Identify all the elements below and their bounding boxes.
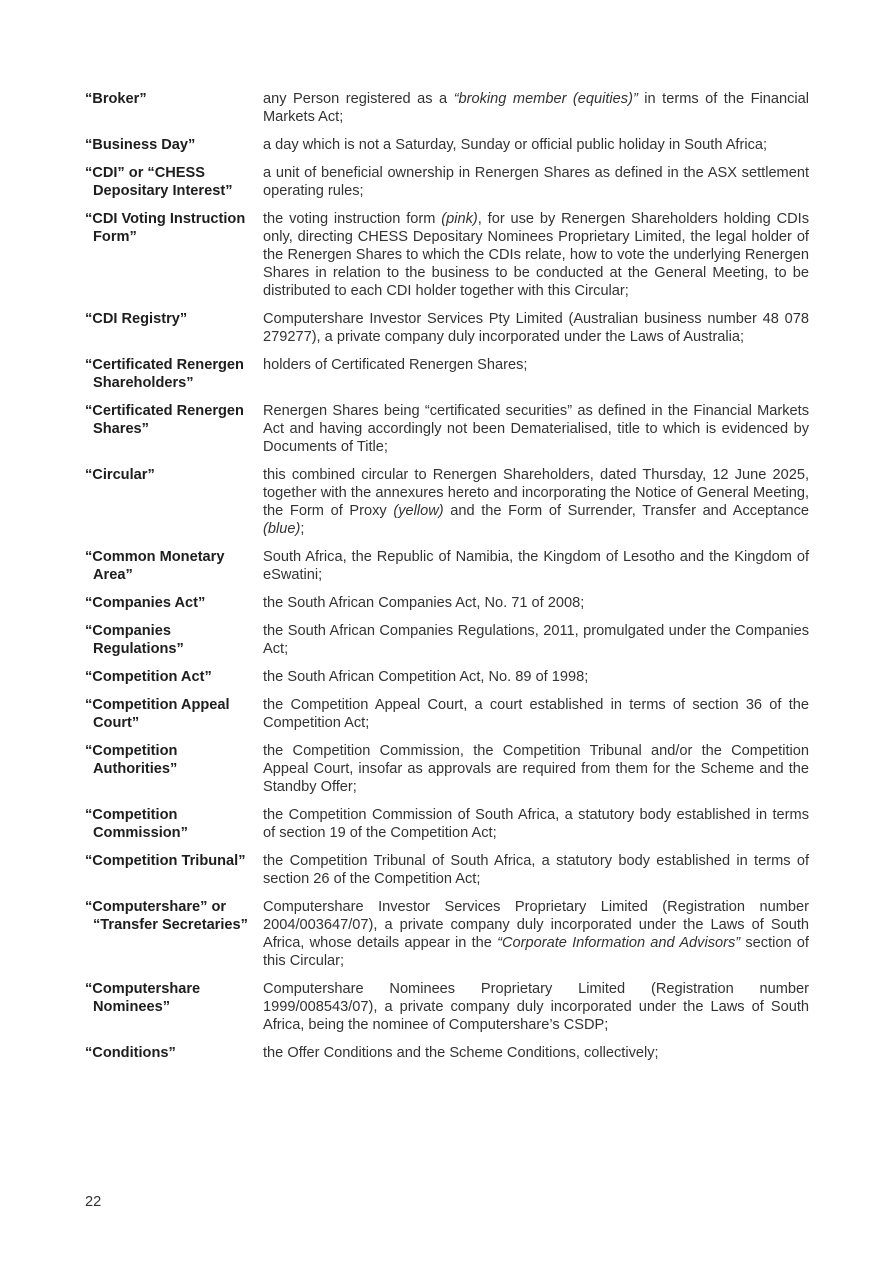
definition-row xyxy=(85,668,809,686)
definition-text xyxy=(263,806,809,842)
definition-text-segment: and the Form of Surrender, Transfer and Acceptance xyxy=(443,503,809,519)
definition-text-segment: Computershare Investor Services Proprietary Limited (Registration number 2004/003647/07), a private company duly incorporated under the Laws of South Africa, whose details appear in the xyxy=(263,899,809,951)
definition-text-segment: Computershare Investor Services Pty Limited (Australian business number 48 078 279277), a private company duly incorporated under the Laws of Australia; xyxy=(263,311,809,345)
definition-row xyxy=(85,898,809,970)
definition-text-segment: the South African Competition Act, No. 89 of 1998; xyxy=(263,669,589,685)
definition-text-segment: the Offer Conditions and the Scheme Conditions, collectively; xyxy=(263,1045,659,1061)
definition-term: “Certificated Renergen Shares” xyxy=(85,403,244,437)
definition-text-segment: Computershare Nominees Proprietary Limited (Registration number 1999/008543/07), a private company duly incorporated under the Laws of South Africa, being the nominee of Computershare’s CSDP; xyxy=(263,981,809,1033)
definition-text-italic: “Corporate Information and Advisors” xyxy=(497,935,741,951)
definition-text xyxy=(263,466,809,538)
definition-row xyxy=(85,356,809,392)
definition-text-segment: the South African Companies Act, No. 71 of 2008; xyxy=(263,595,585,611)
definition-term: “Broker” xyxy=(85,91,147,107)
definition-text-segment: section of this Circular; xyxy=(263,935,809,969)
definition-text xyxy=(263,310,809,346)
definition-row xyxy=(85,310,809,346)
definition-row xyxy=(85,136,809,154)
definition-term: “Common Monetary Area” xyxy=(85,549,225,583)
definition-text xyxy=(263,356,809,392)
definition-text-segment: any Person registered as a xyxy=(263,91,454,107)
definition-text xyxy=(263,90,809,126)
definition-term: “Computershare Nominees” xyxy=(85,981,201,1015)
definition-text xyxy=(263,548,809,584)
definition-row xyxy=(85,548,809,584)
definition-text-italic: (blue) xyxy=(263,521,301,537)
definition-row xyxy=(85,980,809,1034)
definition-text-segment: a unit of beneficial ownership in Renergen Shares as defined in the ASX settlement operating rules; xyxy=(263,165,809,199)
definition-text-segment: holders of Certificated Renergen Shares; xyxy=(263,357,528,373)
definition-term: “Companies Regulations” xyxy=(85,623,184,657)
definition-text xyxy=(263,164,809,200)
definition-term: “Certificated Renergen Shareholders” xyxy=(85,357,244,391)
definition-text-segment: in terms of the Financial Markets Act; xyxy=(263,91,809,125)
definition-text xyxy=(263,742,809,796)
definition-text xyxy=(263,594,809,612)
definition-text-segment: this combined circular to Renergen Shareholders, dated Thursday, 12 June 2025, together with the annexures hereto and incorporating the Notice of General Meeting, the Form of Proxy xyxy=(263,467,809,519)
definitions-list xyxy=(85,90,809,1072)
definition-row xyxy=(85,90,809,126)
definition-text xyxy=(263,622,809,658)
definition-term: “Competition Commission” xyxy=(85,807,188,841)
definition-text xyxy=(263,980,809,1034)
definition-text-segment: South Africa, the Republic of Namibia, the Kingdom of Lesotho and the Kingdom of eSwatini; xyxy=(263,549,809,583)
definition-term: “Competition Appeal Court” xyxy=(85,697,230,731)
definition-row xyxy=(85,164,809,200)
definition-row xyxy=(85,696,809,732)
definition-text-italic: (yellow) xyxy=(393,503,444,519)
definition-term: “Computershare” or “Transfer Secretaries” xyxy=(85,899,248,933)
definition-text-segment: a day which is not a Saturday, Sunday or official public holiday in South Africa; xyxy=(263,137,768,153)
definition-row xyxy=(85,1044,809,1062)
definition-text-segment: the Competition Commission, the Competition Tribunal and/or the Competition Appeal Court, insofar as approvals are required from them for the Scheme and the Standby Offer; xyxy=(263,743,809,795)
definition-term: “Circular” xyxy=(85,467,155,483)
definition-text-segment: , for use by Renergen Shareholders holding CDIs only, directing CHESS Depositary Nominees Proprietary Limited, the legal holder of the Renergen Shares to which the CDIs relate, how to vote the underlying Renergen Shares in relation to the business to be conducted at the General Meeting, to be distributed to each CDI holder together with this Circular; xyxy=(263,211,810,299)
definition-text-segment: ; xyxy=(300,521,305,537)
definition-text xyxy=(263,898,809,970)
definition-row xyxy=(85,210,809,300)
definition-row xyxy=(85,852,809,888)
definition-text xyxy=(263,402,809,456)
definition-text-segment: the Competition Tribunal of South Africa, a statutory body established in terms of section 26 of the Competition Act; xyxy=(263,853,809,887)
definition-text-segment: the Competition Appeal Court, a court established in terms of section 36 of the Competition Act; xyxy=(263,697,809,731)
definition-text xyxy=(263,210,809,300)
definition-text xyxy=(263,136,809,154)
definition-text xyxy=(263,1044,809,1062)
definition-term: “Business Day” xyxy=(85,137,196,153)
definition-row xyxy=(85,594,809,612)
definition-text-italic: (pink) xyxy=(441,211,478,227)
definition-text xyxy=(263,696,809,732)
definition-text-segment: Renergen Shares being “certificated securities” as defined in the Financial Markets Act and having accordingly not been Dematerialised, title to which is evidenced by Documents of Title; xyxy=(263,403,809,455)
definition-row xyxy=(85,622,809,658)
definition-text xyxy=(263,852,809,888)
definition-term: “Companies Act” xyxy=(85,595,206,611)
definition-row xyxy=(85,466,809,538)
definition-term: “CDI Registry” xyxy=(85,311,188,327)
definition-term: “CDI” or “CHESS Depositary Interest” xyxy=(85,165,233,199)
definition-text xyxy=(263,668,809,686)
definition-term: “Conditions” xyxy=(85,1045,176,1061)
definition-row xyxy=(85,402,809,456)
definition-text-segment: the Competition Commission of South Africa, a statutory body established in terms of section 19 of the Competition Act; xyxy=(263,807,809,841)
definition-row xyxy=(85,742,809,796)
definition-term: “Competition Authorities” xyxy=(85,743,178,777)
definition-term: “Competition Act” xyxy=(85,669,212,685)
definition-row xyxy=(85,806,809,842)
definition-text-segment: the voting instruction form xyxy=(263,211,442,227)
definition-text-italic: “broking member (equities)” xyxy=(453,91,638,107)
definition-text-segment: the South African Companies Regulations, 2011, promulgated under the Companies Act; xyxy=(263,623,809,657)
definition-term: “CDI Voting Instruction Form” xyxy=(85,211,246,245)
page-number: 22 xyxy=(85,1194,102,1210)
definition-term: “Competition Tribunal” xyxy=(85,853,246,869)
